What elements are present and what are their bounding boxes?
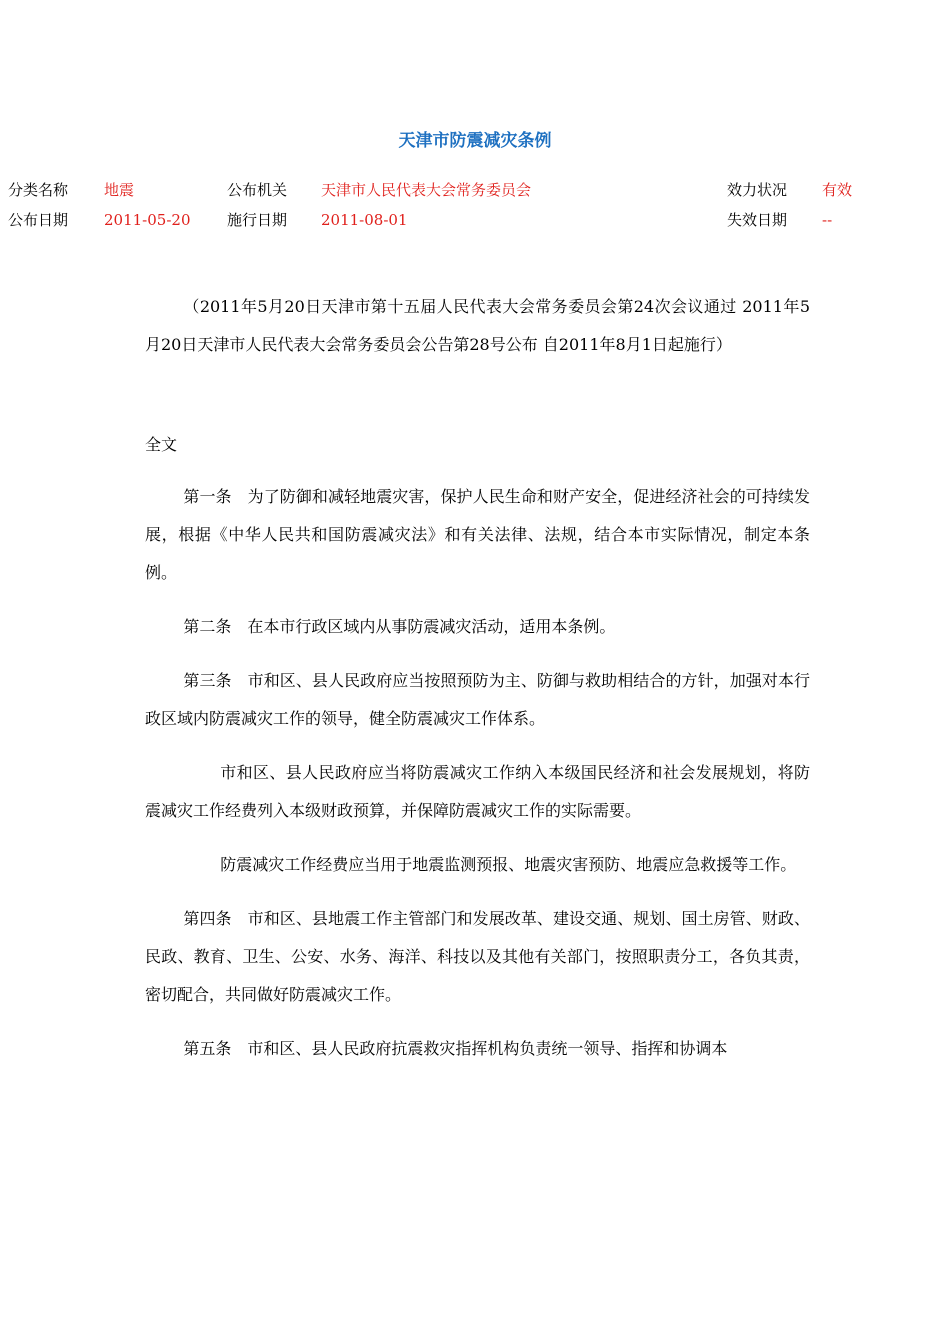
article-3-paragraph-3: 防震减灾工作经费应当用于地震监测预报、地震灾害预防、地震应急救援等工作。 [220,855,797,874]
issuer-label: 公布机关 [227,181,288,199]
article-3: 第三条 市和区、县人民政府应当按照预防为主、防御与救助相结合的方针，加强对本行政区域内防震减灾工作的领导，健全防震减灾工作体系。 [145,671,810,728]
expiry-date-value: -- [822,211,833,229]
publish-date-label: 公布日期 [8,211,69,229]
article-4: 第四条 市和区、县地震工作主管部门和发展改革、建设交通、规划、国土房管、财政、民政、教育、卫生、公安、水务、海洋、科技以及其他有关部门，按照职责分工，各负其责，密切配合，共同做好防震减灾工作。 [145,909,810,1004]
article-5: 第五条 市和区、县人民政府抗震救灾指挥机构负责统一领导、指挥和协调本 [183,1039,728,1058]
document-title: 天津市防震减灾条例 [398,131,552,151]
source-note: （2011年5月20日天津市第十五届人民代表大会常务委员会第24次会议通过 2011年5月20日天津市人民代表大会常务委员会公告第28号公布 自2011年8月1日起施行） [145,297,810,354]
issuer-value: 天津市人民代表大会常务委员会 [321,181,532,199]
category-label: 分类名称 [8,181,69,199]
meta-row-1 [0,178,950,202]
status-value: 有效 [822,181,853,199]
fulltext-label: 全文 [145,435,178,454]
article-1: 第一条 为了防御和减轻地震灾害，保护人民生命和财产安全，促进经济社会的可持续发展，根据《中华人民共和国防震减灾法》和有关法律、法规，结合本市实际情况，制定本条例。 [145,487,810,582]
article-3-paragraph-2: 市和区、县人民政府应当将防震减灾工作纳入本级国民经济和社会发展规划，将防震减灾工作经费列入本级财政预算，并保障防震减灾工作的实际需要。 [145,763,810,820]
article-2: 第二条 在本市行政区域内从事防震减灾活动，适用本条例。 [183,617,616,636]
document-body [145,288,810,1084]
publish-date-value: 2011-05-20 [104,211,191,229]
effective-date-label: 施行日期 [227,211,288,229]
meta-row-2 [0,208,950,232]
effective-date-value: 2011-08-01 [321,211,408,229]
expiry-date-label: 失效日期 [727,211,788,229]
status-label: 效力状况 [727,181,788,199]
category-value: 地震 [104,181,135,199]
